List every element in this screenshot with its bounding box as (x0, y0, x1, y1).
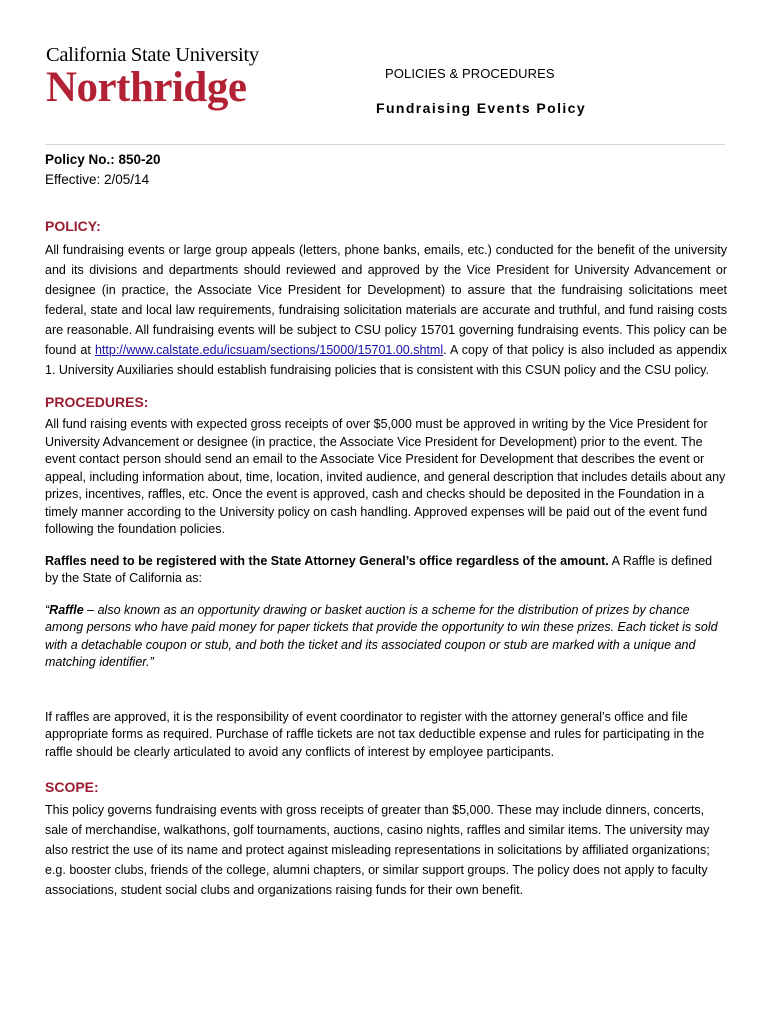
raffle-registration-bold: Raffles need to be registered with the State Attorney General’s office regardless of the amount. (45, 553, 609, 568)
procedures-paragraph-approval: All fund raising events with expected gross receipts of over $5,000 must be approved in writing by the Vice President for University Advancement or designee (in practice, the Associate Vice President for Development) prior to the event. The event contact person should send an email to the Associate Vice President for Development that describes the event or appeal, including information about, time, location, invited audience, and general description that includes details about any prizes, incentives, raffles, etc. Once the event is approved, cash and checks should be deposited in the Foundation in a timely manner according to the University policy on cash handling. Approved expenses will be paid out of the event fund following the foundation policies. (45, 417, 726, 536)
policy-text-start: All fundraising events or large group appeals (letters, phone banks, emails, etc.) conducted for the benefit of the university and its divisions and departments should reviewed and approved by the Vice President for University Advancement or designee (in practice, the Associate Vice President for Development) to assure that the fundraising solicitations meet federal, state and local law requirements, fundraising solicitation materials are accurate and truthful, and fund raising costs are reasonable. All fundraising events will be subject to CSU policy 15701 governing fundraising events. This policy can be found at (45, 243, 727, 357)
procedures-paragraph-raffle-approval: If raffles are approved, it is the responsibility of event coordinator to register with the attorney general’s office and file appropriate forms as required. Purchase of raffle tickets are not tax deductible expense and rules for participating in the raffle should be clearly articulated to avoid any conflicts of interest by employee participants. (45, 709, 705, 759)
effective-date: Effective: 2/05/14 (45, 172, 150, 187)
logo-line-northridge: Northridge (46, 64, 247, 111)
university-logo (46, 44, 259, 111)
policy-heading: POLICY: (45, 218, 101, 234)
csu-policy-link[interactable]: http://www.calstate.edu/icsuam/sections/15000/15701.00.shtml (94, 343, 444, 357)
procedures-heading: PROCEDURES: (45, 394, 149, 410)
logo-line-california-state-university: California State University (46, 44, 259, 66)
raffle-definition-quote (45, 602, 727, 672)
policy-number: Policy No.: 850-20 (45, 152, 161, 167)
quote-term-raffle: Raffle (49, 602, 84, 617)
quote-open-mark: “ (45, 602, 50, 617)
policy-paragraph (45, 240, 727, 380)
document-category: POLICIES & PROCEDURES (385, 66, 555, 81)
policy-meta (45, 150, 727, 190)
raffle-registration-paragraph (45, 553, 727, 588)
document-body (45, 144, 727, 900)
document-title: Fundraising Events Policy (376, 100, 587, 116)
raffle-registration-rest: A Raffle is defined by the State of California as: (45, 553, 713, 585)
scope-paragraph: This policy governs fundraising events with gross receipts of greater than $5,000. These may include dinners, concerts, sale of merchandise, walkathons, golf tournaments, auctions, casino nights, raffles and similar items. The university may also restrict the use of its name and protect against misleading representations in solicitations by affiliated organizations; e.g. booster clubs, friends of the college, alumni chapters, or similar support groups. The policy does not apply to faculty associations, student social clubs and organizations raising funds for their own benefit. (45, 803, 710, 897)
document-header (376, 66, 736, 116)
policy-text-end: . A copy of that policy is also included as appendix 1. University Auxiliaries should establish fundraising policies that is consistent with this CSUN policy and the CSU policy. (45, 343, 727, 377)
scope-heading: SCOPE: (45, 779, 99, 795)
quote-definition: – also known as an opportunity drawing or basket auction is a scheme for the distribution of prizes by chance among persons who have paid money for paper tickets that provide the opportunity to win these prizes. Each ticket is sold with a detachable coupon or stub, and both the ticket and its associated coupon or stub are marked with a unique and matching identifier.” (45, 602, 718, 669)
